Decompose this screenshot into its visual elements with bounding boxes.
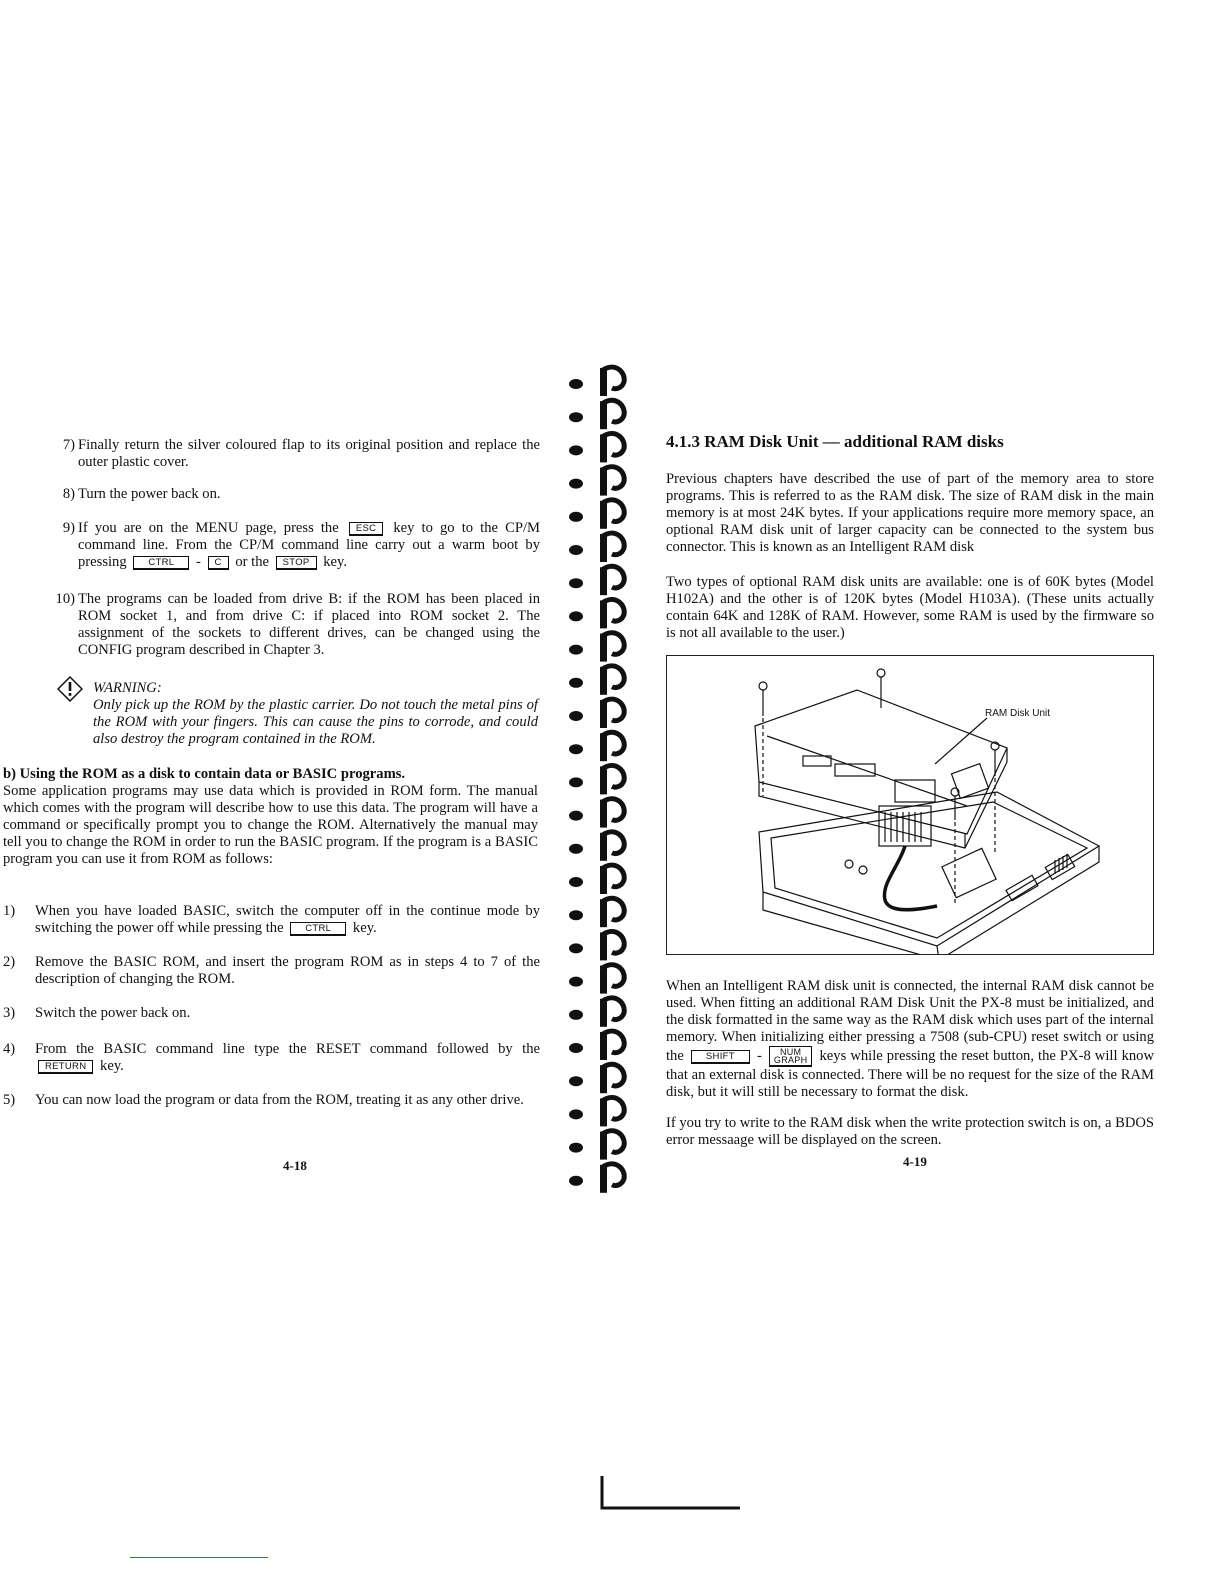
- step-text: [78, 520, 540, 571]
- paragraph-part: keys while pressing the reset button, the PX-8 will know that an external disk is connected. There will be no request for the size of the RAM disk, but it will still be necessary to format the disk.: [666, 1048, 1155, 1100]
- step-number: 8): [62, 486, 75, 502]
- step-number: 3): [3, 1005, 16, 1021]
- binding-ring: [569, 633, 624, 662]
- px8-ram-disk-illustration: [667, 656, 1153, 954]
- binding-end-line: [602, 1476, 740, 1508]
- step-number: 1): [3, 903, 16, 919]
- warning-box: [93, 680, 538, 748]
- binding-ring: [569, 400, 624, 429]
- binding-ring: [569, 965, 624, 994]
- binding-ring: [569, 998, 624, 1027]
- paragraph-2: Two types of optional RAM disk units are available: one is of 60K bytes (Model H102A) and the other is of 120K bytes (Model H103A). (These units actually contain 64K and 128K of RAM. However, some RAM is used by the firmware so is not all available to the user.): [666, 574, 1154, 641]
- step-text-part: If you are on the MENU page, press the: [78, 520, 339, 536]
- step-text: You can now load the program or data from the ROM, treating it as any other drive.: [35, 1092, 524, 1108]
- paragraph-part: When an Intelligent RAM disk unit is connected, the internal RAM disk cannot be used. When fitting an additional RAM Disk Unit the PX-8 must be initialized, and the disk formatted in the same way as the RAM disk which uses part of the internal memory. When initializing either pressing a 7508 (sub-CPU) reset switch or using the: [666, 978, 1154, 1064]
- binding-ring: [569, 500, 624, 529]
- dash: -: [195, 554, 201, 570]
- binding-ring: [569, 799, 624, 828]
- divider-line: [130, 1557, 268, 1558]
- section-b-text: Some application programs may use data which is provided in ROM form. The manual which comes with the program will describe how to use this data. The program will have a command or specifically prompt you to change the ROM. Alternatively the manual may tell you to change the ROM in order to run the BASIC program. If the program is a BASIC program you can use it from ROM as follows:: [3, 783, 538, 867]
- binding-ring: [569, 1131, 624, 1160]
- c-key: C: [208, 556, 229, 570]
- section-heading: 4.1.3 RAM Disk Unit — additional RAM disks: [666, 432, 1004, 451]
- stop-key: STOP: [276, 556, 317, 570]
- binding-ring: [569, 699, 624, 728]
- paragraph-3: [666, 978, 1154, 1101]
- binding-ring: [569, 666, 624, 695]
- step-text: [35, 1041, 540, 1075]
- step-number: 7): [62, 437, 75, 453]
- ram-disk-unit-figure: [666, 655, 1154, 955]
- num-graph-key: [769, 1046, 813, 1067]
- binding-ring: [569, 732, 624, 761]
- binding-ring: [569, 533, 624, 562]
- step-text-part: From the BASIC command line type the RESET command followed by the: [35, 1041, 540, 1057]
- warning-text: Only pick up the ROM by the plastic carrier. Do not touch the metal pins of the ROM with your fingers. This can cause the pins to corrode, and could also destroy the program contained in the ROM.: [93, 697, 538, 747]
- paragraph-1: Previous chapters have described the use of part of the memory area to store programs. This is referred to as the RAM disk. The size of RAM disk in the main memory is at most 24K bytes. If your applications require more memory space, an optional RAM disk unit of larger capacity can be connected to the system bus connector. This is known as an Intelligent RAM disk: [666, 471, 1154, 555]
- binding-ring: [569, 898, 624, 927]
- binding-ring: [569, 433, 624, 462]
- step-number: 2): [3, 954, 16, 970]
- binding-ring: [569, 1164, 624, 1193]
- step-text-part: key to go to the CP/M command line. From the CP/M command line carry out a warm boot by pressing: [78, 520, 540, 570]
- num-label: NUM: [779, 1047, 802, 1057]
- shift-key: SHIFT: [691, 1050, 750, 1064]
- step-text: Turn the power back on.: [78, 486, 221, 502]
- binding-ring: [569, 566, 624, 595]
- binding-ring: [569, 832, 624, 861]
- warning-icon: [57, 676, 83, 702]
- graph-label: GRAPH: [773, 1055, 808, 1065]
- binding-ring: [569, 467, 624, 496]
- step-text: Finally return the silver coloured flap to its original position and replace the outer plastic cover.: [78, 437, 540, 470]
- step-text-part: When you have loaded BASIC, switch the computer off in the continue mode by switching the power off while pressing the: [35, 903, 540, 936]
- step-number: 10): [55, 591, 75, 607]
- binding-ring: [569, 1097, 624, 1126]
- step-text: [35, 903, 540, 937]
- step-number: 5): [3, 1092, 16, 1108]
- step-number: 9): [62, 520, 75, 536]
- paragraph-4: If you try to write to the RAM disk when the write protection switch is on, a BDOS error messaage will be displayed on the screen.: [666, 1115, 1155, 1148]
- step-text-part: or the: [235, 554, 269, 570]
- dash: -: [756, 1048, 762, 1064]
- binding-ring: [569, 865, 624, 894]
- binding-ring: [569, 1064, 624, 1093]
- step-number: 4): [3, 1041, 16, 1057]
- binding-ring: [569, 1031, 624, 1060]
- step-text: The programs can be loaded from drive B: if the ROM has been placed in ROM socket 1, and from drive C: if placed into ROM socket 2. The assignment of the sockets to different drives, can be changed using the CONFIG program described in Chapter 3.: [78, 591, 540, 658]
- step-text: Remove the BASIC ROM, and insert the program ROM as in steps 4 to 7 of the description of changing the ROM.: [35, 954, 540, 987]
- step-text-part: key.: [100, 1058, 124, 1074]
- esc-key: ESC: [349, 522, 383, 536]
- binding-ring: [569, 765, 624, 794]
- step-text-part: key.: [352, 920, 377, 936]
- step-text: Switch the power back on.: [35, 1005, 191, 1021]
- binding-ring: [569, 931, 624, 960]
- figure-label: RAM Disk Unit: [985, 708, 1051, 719]
- binding-ring: [569, 367, 624, 396]
- return-key: RETURN: [38, 1060, 93, 1074]
- page-number: 4-19: [903, 1154, 927, 1169]
- step-text-part: key.: [323, 554, 347, 570]
- ctrl-key: CTRL: [133, 556, 189, 570]
- warning-title: WARNING:: [93, 680, 162, 696]
- section-b-heading: b) Using the ROM as a disk to contain data or BASIC programs.: [3, 766, 406, 782]
- binding-ring: [569, 599, 624, 628]
- ctrl-key: CTRL: [290, 922, 346, 936]
- page-number: 4-18: [283, 1158, 307, 1173]
